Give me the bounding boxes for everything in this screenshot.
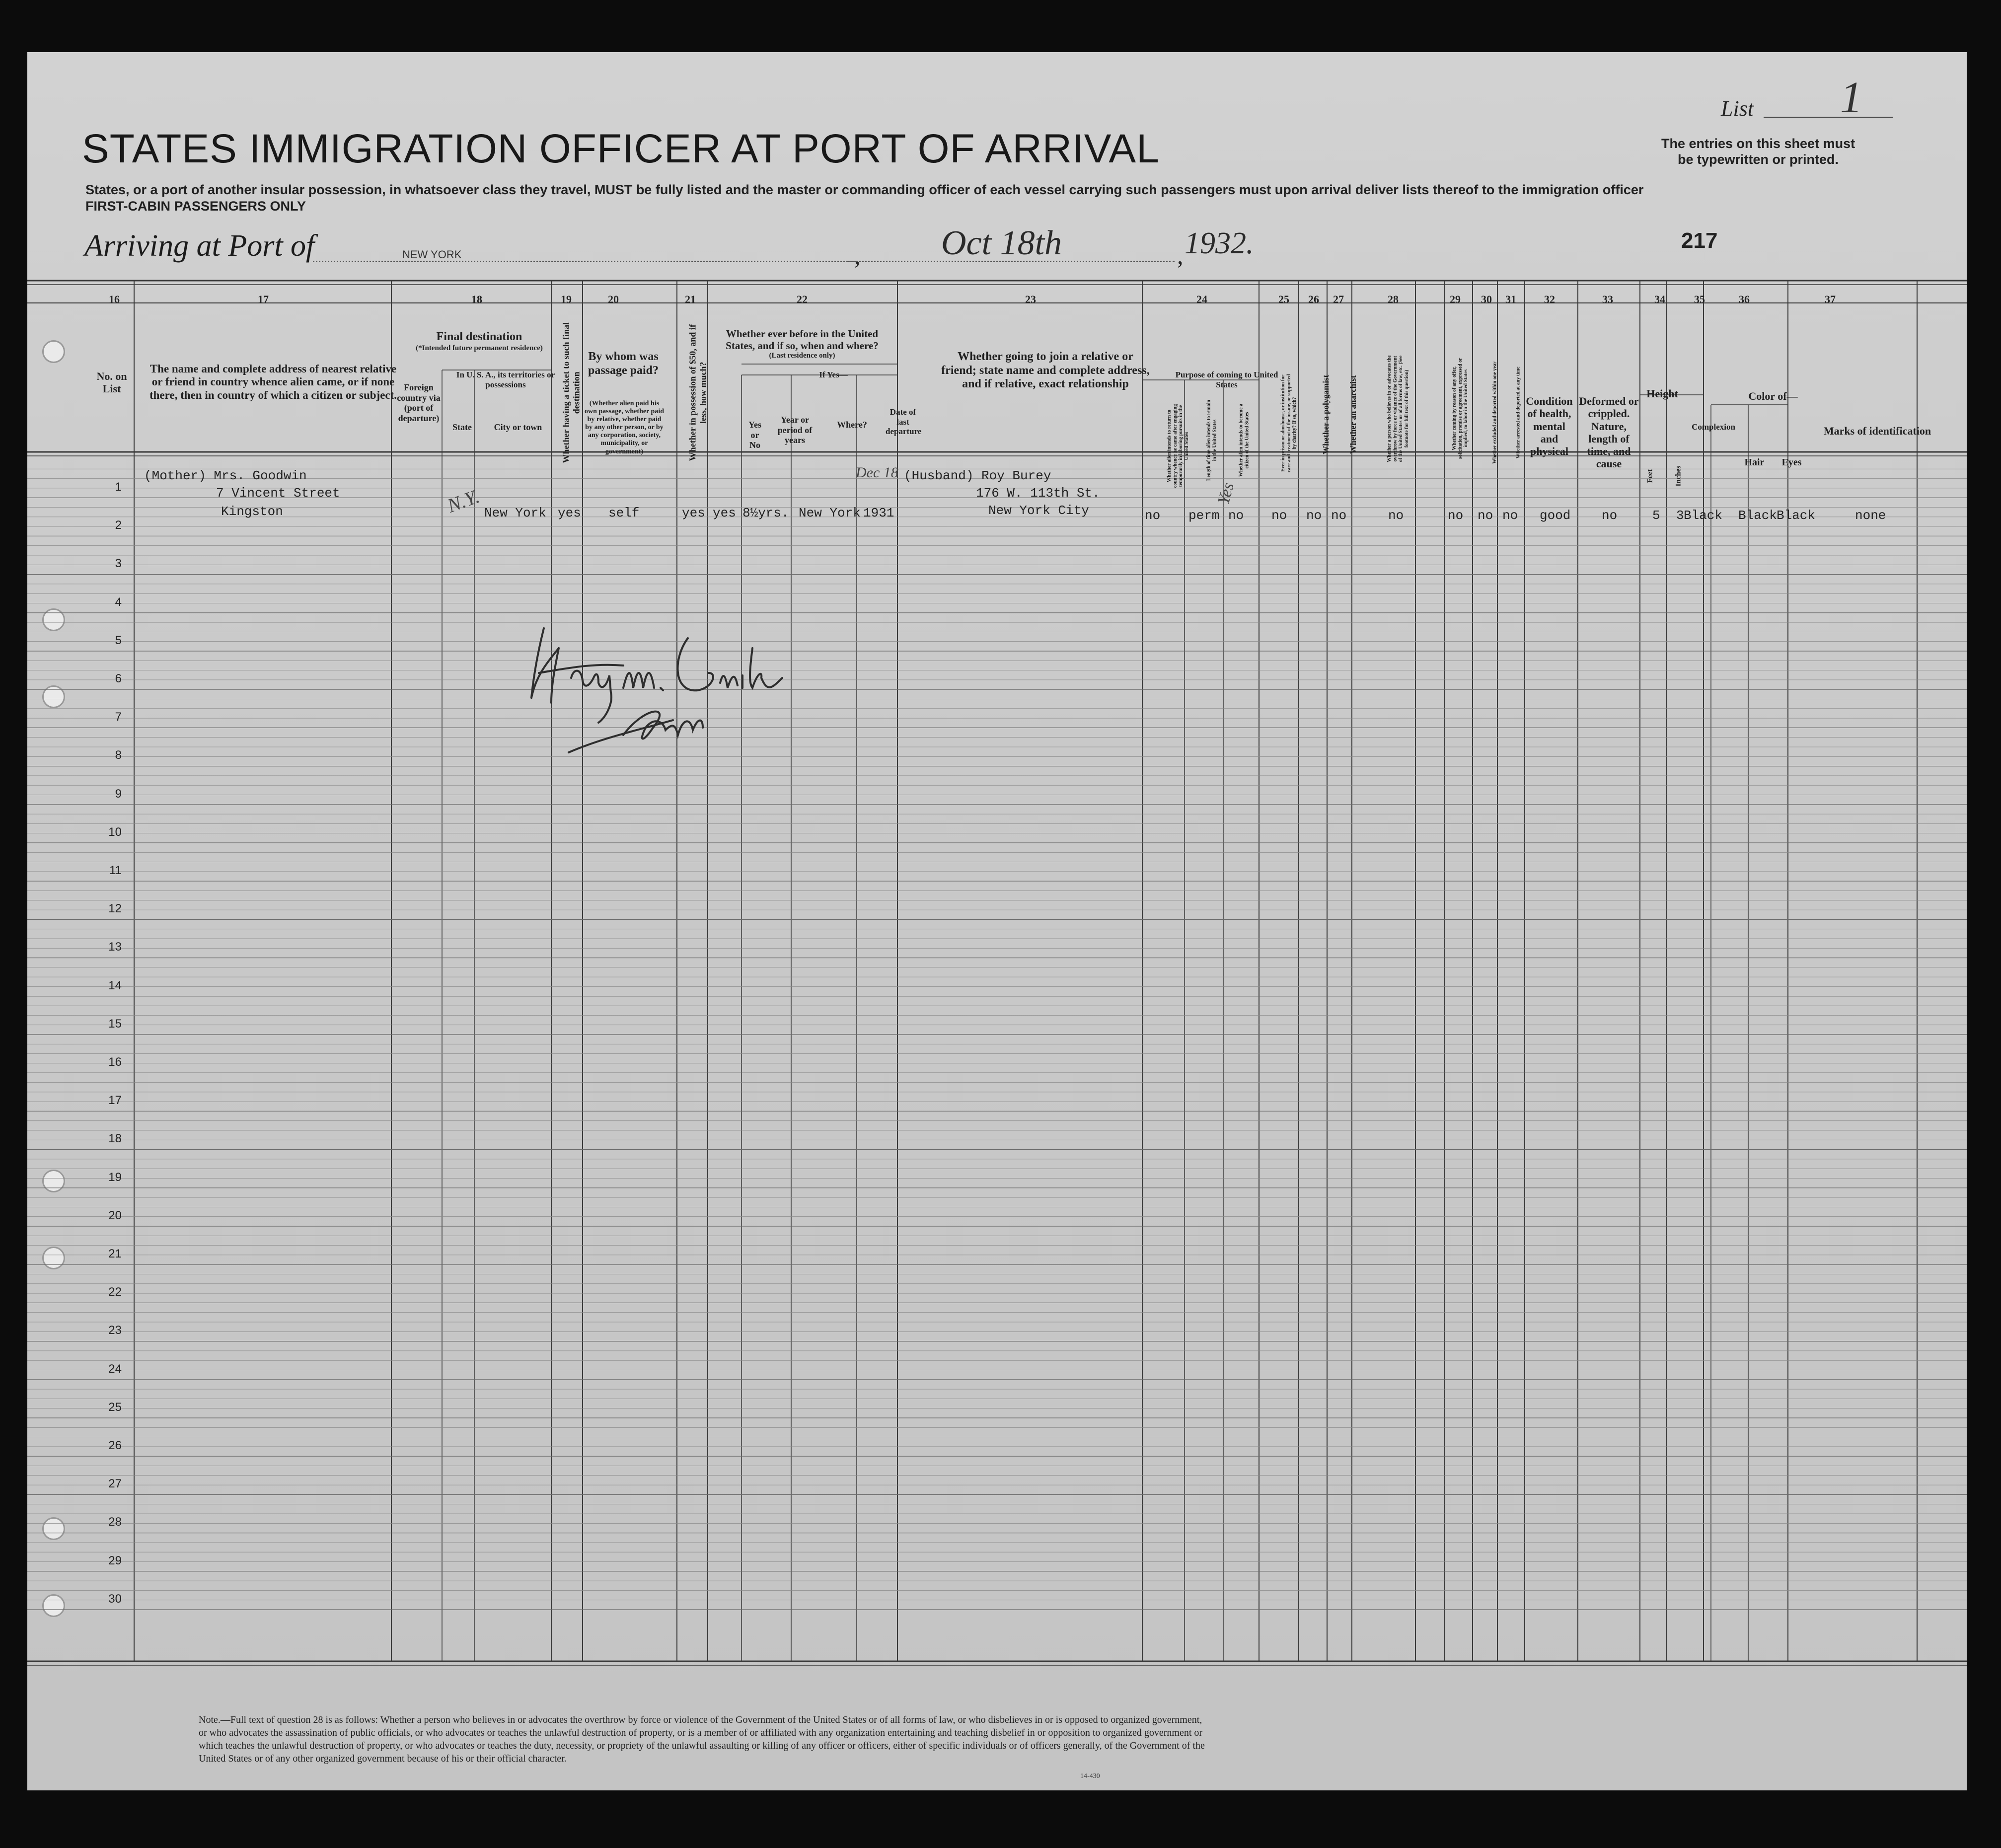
header-ever-before: Whether ever before in the United States, and if so, when and where?	[726, 328, 879, 352]
row-number: 30	[108, 1592, 122, 1606]
column-number: 28	[1388, 293, 1399, 305]
header-overthrow: Whether a person who believes in or advocates the overthrow by force or violence of the Government of the United States or of all forms of law, etc. (See footnote for full text of this question)	[1387, 355, 1409, 462]
header-hair: Hair	[1744, 457, 1765, 468]
dest-city: New York	[484, 506, 546, 520]
column-number: 27	[1333, 293, 1344, 305]
header-prison: Ever in prison or almshouse, or institution for care and treatment of the insane, or supported by charity? If so, which?	[1280, 374, 1297, 473]
header-nearest-relative: The name and complete address of nearest relative or friend in country whence alien came, or if none there, then in country of which a citizen or subject.	[149, 363, 397, 401]
row-number: 25	[108, 1400, 122, 1414]
header-date-departure: Date of last departure	[886, 407, 922, 437]
header-polygamist: Whether a polygamist	[1321, 374, 1331, 454]
header-city: City or town	[494, 422, 542, 432]
complexion-value: Black	[1684, 508, 1723, 523]
overthrow-value: no	[1388, 508, 1404, 523]
row-number: 14	[108, 978, 122, 992]
page-title: STATES IMMIGRATION OFFICER AT PORT OF ARRIVAL	[82, 126, 1160, 171]
citizen-note: Yes	[1214, 480, 1238, 507]
row-number: 21	[108, 1247, 122, 1260]
header-inches: Inches	[1674, 465, 1683, 487]
arrival-year: 1932.	[1185, 226, 1254, 260]
row-number: 27	[108, 1477, 122, 1491]
return-intent-value: no	[1145, 508, 1161, 523]
departure-date-note: Dec 18	[856, 464, 898, 481]
row-number: 2	[115, 518, 122, 532]
header-no-on-list: No. on List	[96, 370, 127, 395]
marks-value: none	[1855, 508, 1886, 523]
header-eyes: Eyes	[1781, 457, 1802, 468]
row-number: 12	[108, 902, 122, 916]
row-number: 4	[115, 595, 122, 609]
joining-street: 176 W. 113th St.	[976, 486, 1100, 501]
port-value: NEW YORK	[402, 248, 462, 261]
column-number: 22	[797, 293, 808, 305]
polygamist-value: no	[1306, 508, 1322, 523]
arrested-value: no	[1502, 508, 1518, 523]
header-marks: Marks of identification	[1823, 425, 1931, 437]
header-year-period: Year or period of years	[777, 415, 813, 445]
anarchist-value: no	[1331, 508, 1347, 523]
header-passage-note: (Whether alien paid his own passage, whether paid by relative, whether paid by any other person, or by any corporation, society, municipality, or government)	[585, 400, 664, 455]
header-purpose-length: Length of time alien intends to remain in the United States	[1206, 399, 1217, 481]
column-number: 35	[1694, 293, 1705, 305]
column-number: 23	[1025, 293, 1036, 305]
row-number: 29	[108, 1553, 122, 1567]
row-number: 23	[108, 1324, 122, 1337]
form-grid	[27, 52, 1967, 1790]
row-number: 24	[108, 1362, 122, 1376]
row-number: 19	[108, 1170, 122, 1184]
row-number: 16	[108, 1055, 122, 1069]
entries-note: The entries on this sheet must be typewritten or printed.	[1661, 136, 1855, 167]
row-number: 22	[108, 1285, 122, 1299]
header-purpose-citizen: Whether alien intends to become a citizen of the United States	[1238, 403, 1250, 477]
relative-street: 7 Vincent Street	[216, 486, 340, 501]
column-number: 34	[1654, 293, 1665, 305]
column-number: 29	[1450, 293, 1461, 305]
comma: ,	[1177, 241, 1184, 269]
header-color-of: Color of—	[1748, 390, 1798, 402]
header-purpose-return: Whether alien intends to return to country whence he came after engaging temporarily in laboring pursuits in the United States	[1167, 404, 1189, 488]
header-feet: Feet	[1646, 469, 1654, 483]
column-number: 20	[608, 293, 619, 305]
row-number: 9	[115, 787, 122, 801]
header-anarchist: Whether an anarchist	[1348, 375, 1358, 454]
deformed-value: no	[1602, 508, 1618, 523]
column-number: 17	[258, 293, 269, 305]
ticket-value: yes	[558, 506, 581, 520]
form-number: 14-430	[1080, 1773, 1100, 1780]
row-number: 8	[115, 748, 122, 762]
column-number: 36	[1739, 293, 1750, 305]
header-instructions: States, or a port of another insular possession, in whatsoever class they travel, MUST be fully listed and the master or commanding officer of each vessel carrying such passengers must upon arrival deliver lists thereof to the immigration officer	[85, 182, 1644, 197]
officer-signature	[524, 618, 802, 767]
row-number: 1	[115, 480, 122, 494]
relative-name: (Mother) Mrs. Goodwin	[144, 468, 307, 483]
header-ticket: Whether having a ticket to such final destination	[561, 322, 581, 463]
header-excluded: Whether excluded and deported within one year	[1492, 361, 1498, 464]
row-number: 15	[108, 1017, 122, 1031]
column-number: 24	[1196, 293, 1207, 305]
relative-town: Kingston	[221, 504, 283, 519]
period-value: 8½yrs.	[742, 506, 789, 520]
where-value: New York	[799, 506, 861, 520]
header-if-yes: If Yes—	[819, 370, 848, 379]
row-number: 7	[115, 710, 122, 724]
row-number: 18	[108, 1132, 122, 1146]
paid-by-value: self	[608, 506, 640, 520]
column-number: 25	[1278, 293, 1289, 305]
length-stay-value: perm	[1188, 508, 1220, 523]
header-final-destination: Final destination	[436, 330, 522, 343]
arriving-label: Arriving at Port of	[84, 229, 315, 263]
sheet-number: 217	[1681, 228, 1718, 253]
list-number: 1	[1840, 73, 1862, 122]
row-number: 26	[108, 1439, 122, 1452]
header-health: Condition of health, mental and physical	[1526, 395, 1573, 458]
possession-50-value: yes	[682, 506, 705, 520]
row-number: 17	[108, 1094, 122, 1108]
row-number: 20	[108, 1208, 122, 1222]
header-height: Height	[1646, 387, 1678, 400]
row-number: 6	[115, 672, 122, 685]
inches-value: 3	[1676, 508, 1684, 523]
row-number: 3	[115, 557, 122, 571]
row-number: 13	[108, 940, 122, 954]
column-number: 18	[471, 293, 482, 305]
row-number: 10	[108, 825, 122, 839]
row-number: 28	[108, 1515, 122, 1529]
eyes-value: Black	[1777, 508, 1816, 523]
header-state: State	[452, 422, 472, 432]
health-value: good	[1540, 508, 1571, 523]
row-number: 5	[115, 633, 122, 647]
prison-value: no	[1271, 508, 1287, 523]
header-possession-50: Whether in possession of $50, and if less, how much?	[687, 324, 708, 461]
header-class: FIRST-CABIN PASSENGERS ONLY	[85, 199, 306, 214]
footnote: Note.—Full text of question 28 is as follows: Whether a person who believes in or advocates the overthrow by force or violence of the Government of the United States or of all forms of law, or who disbelieves in or is opposed to organized government, or who advocates the assassination of public officials, or who advocates or teaches the unlawful destruction of property, or is a member of or affiliated with any organization entertaining and teaching disbelief in or opposition to organized government or which teaches the unlawful destruction of property, or who advocates or teaches the duty, necessity, or propriety of the unlawful assaulting or killing of any officer or officers, either of specific individuals or of officers generally, of the Government of the United States or of any other organized government because of his or their official character.	[199, 1714, 1205, 1764]
contract-labor-value: no	[1448, 508, 1464, 523]
hair-value: Black	[1738, 508, 1778, 523]
header-contract-labor: Whether coming by reason of any offer, solicitation, promise or agreement, expressed or implied, to labor in the United States	[1451, 358, 1469, 459]
arrival-date: Oct 18th	[941, 224, 1062, 262]
column-number: 37	[1825, 293, 1836, 305]
joining-city: New York City	[988, 503, 1089, 518]
dest-state: N.Y.	[444, 485, 482, 517]
manifest-sheet	[27, 52, 1967, 1790]
header-in-usa: In U. S. A., its territories or possessions	[456, 370, 555, 389]
header-complexion: Complexion	[1692, 422, 1735, 432]
list-label: List	[1721, 96, 1754, 121]
column-number: 16	[109, 293, 120, 305]
column-number: 26	[1308, 293, 1319, 305]
column-number: 31	[1505, 293, 1516, 305]
column-number: 33	[1602, 293, 1613, 305]
header-deformed: Deformed or crippled. Nature, length of time, and cause	[1579, 395, 1639, 470]
header-going-to-join: Whether going to join a relative or friend; state name and complete address, and if relative, exact relationship	[941, 350, 1150, 391]
citizen-value: no	[1228, 508, 1244, 523]
feet-value: 5	[1652, 508, 1660, 523]
comma: ,	[854, 241, 861, 269]
header-foreign-country: Foreign country via (port of departure)	[397, 382, 441, 424]
column-number: 32	[1544, 293, 1555, 305]
header-final-destination-note: (*Intended future permanent residence)	[416, 344, 543, 352]
column-number: 30	[1481, 293, 1492, 305]
column-number: 21	[685, 293, 696, 305]
header-yes-no: Yes or No	[748, 420, 761, 450]
departure-year: 1931	[863, 506, 894, 520]
header-passage-paid: By whom was passage paid?	[588, 350, 659, 377]
been-before-value: yes	[713, 506, 736, 520]
column-number: 19	[561, 293, 572, 305]
row-number: 11	[109, 864, 122, 877]
joining-name: (Husband) Roy Burey	[904, 468, 1051, 483]
header-purpose: Purpose of coming to United States	[1175, 370, 1278, 389]
header-last-residence: (Last residence only)	[769, 352, 835, 360]
header-where: Where?	[837, 420, 867, 430]
excluded-value: no	[1478, 508, 1493, 523]
header-arrested: Whether arrested and deported at any time	[1515, 367, 1521, 459]
